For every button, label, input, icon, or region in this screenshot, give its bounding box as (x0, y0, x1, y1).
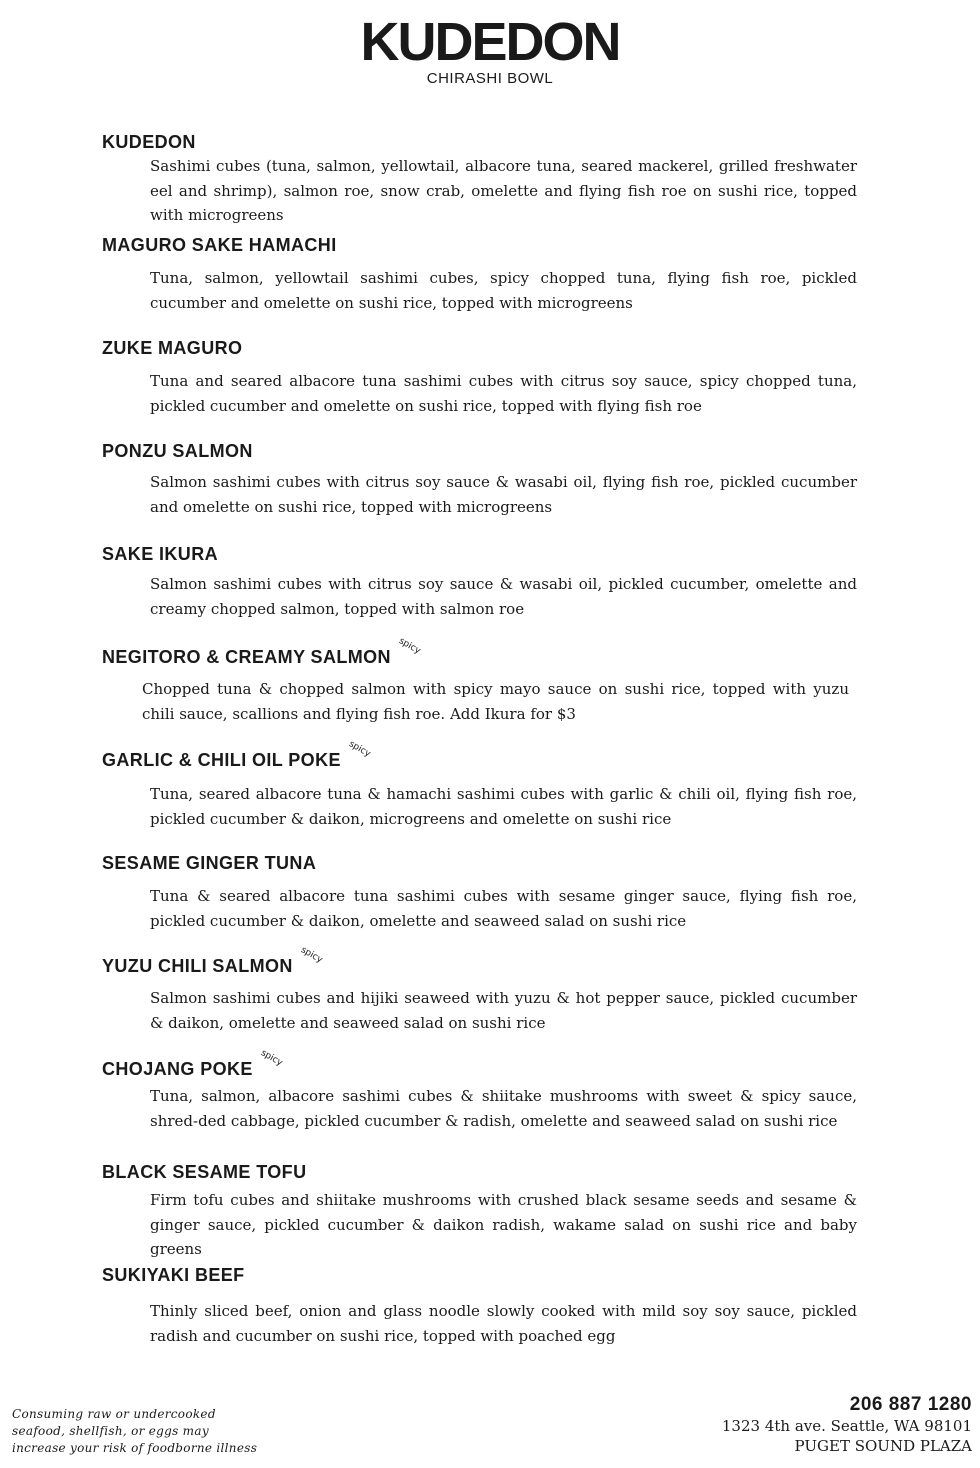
warning-line: seafood, shellfish, or eggs may (12, 1424, 209, 1438)
item-name: SUKIYAKI BEEF (102, 1265, 245, 1285)
item-name: ZUKE MAGURO (102, 338, 243, 358)
item-name: SAKE IKURA (102, 544, 219, 564)
item-description: Salmon sashimi cubes and hijiki seaweed with yuzu & hot pepper sauce, pickled cucumber & daikon, omelette and seaweed salad on sushi rice (150, 989, 857, 1032)
item-name (102, 1048, 284, 1080)
item-name: PONZU SALMON (102, 441, 253, 461)
item-name (102, 636, 422, 668)
menu-item (102, 636, 862, 726)
item-name-text: GARLIC & CHILI OIL POKE (102, 750, 341, 770)
spicy-label: spicy (346, 739, 372, 760)
warning-line: Consuming raw or undercooked (12, 1407, 216, 1421)
item-description: Tuna, salmon, yellowtail sashimi cubes, spicy chopped tuna, flying fish roe, pickled cucumber and omelette on sushi rice, topped with microgreens (150, 269, 857, 312)
contact-info (722, 1394, 972, 1456)
menu-item (102, 543, 862, 621)
menu-item (102, 1161, 862, 1262)
item-name: MAGURO SAKE HAMACHI (102, 235, 337, 255)
menu-header (0, 12, 980, 87)
item-name: KUDEDON (102, 132, 196, 152)
item-name (102, 739, 372, 771)
item-description: Salmon sashimi cubes with citrus soy sauce & wasabi oil, flying fish roe, pickled cucumber and omelette on sushi rice, topped with microgreens (150, 473, 857, 516)
brand-title: KUDEDON (360, 12, 620, 72)
menu-item (102, 739, 862, 831)
item-description: Tuna, seared albacore tuna & hamachi sashimi cubes with garlic & chili oil, flying fish roe, pickled cucumber & daikon, microgreens and omelette on sushi rice (150, 785, 857, 828)
item-name-text: YUZU CHILI SALMON (102, 956, 293, 976)
warning-line: increase your risk of foodborne illness (12, 1441, 258, 1455)
phone-number: 206 887 1280 (849, 1394, 972, 1415)
menu-item (102, 234, 862, 315)
item-name: BLACK SESAME TOFU (102, 1162, 307, 1182)
menu-item (102, 852, 862, 933)
menu-item (102, 440, 862, 519)
item-name-text: CHOJANG POKE (102, 1059, 253, 1079)
item-name (102, 945, 324, 977)
menu-item (102, 1048, 862, 1133)
item-description: Sashimi cubes (tuna, salmon, yellowtail, albacore tuna, seared mackerel, grilled freshwater eel and shrimp), salmon roe, snow crab, omelette and flying fish roe on sushi rice, topped with microgreens (150, 157, 857, 224)
street-address: 1323 4th ave. Seattle, WA 98101 (721, 1417, 972, 1435)
location-name: PUGET SOUND PLAZA (794, 1437, 972, 1455)
menu-item (102, 945, 862, 1035)
spicy-label: spicy (396, 636, 422, 657)
item-name: SESAME GINGER TUNA (102, 853, 317, 873)
spicy-label: spicy (258, 1048, 284, 1069)
menu-item (102, 131, 862, 228)
item-description: Chopped tuna & chopped salmon with spicy mayo sauce on sushi rice, topped with yuzu chili sauce, scallions and flying fish roe. Add Ikura for $3 (142, 680, 849, 723)
item-description: Firm tofu cubes and shiitake mushrooms with crushed black sesame seeds and sesame & ginger sauce, pickled cucumber & daikon radish, wakame salad on sushi rice and baby greens (150, 1191, 857, 1258)
item-name-text: NEGITORO & CREAMY SALMON (102, 647, 391, 667)
item-description: Tuna and seared albacore tuna sashimi cubes with citrus soy sauce, spicy chopped tuna, pickled cucumber and omelette on sushi rice, topped with flying fish roe (150, 372, 857, 415)
item-description: Salmon sashimi cubes with citrus soy sauce & wasabi oil, pickled cucumber, omelette and creamy chopped salmon, topped with salmon roe (150, 575, 857, 618)
item-description: Tuna & seared albacore tuna sashimi cubes with sesame ginger sauce, flying fish roe, pickled cucumber & daikon, omelette and seaweed salad on sushi rice (150, 887, 857, 930)
brand-subtitle: CHIRASHI BOWL (426, 70, 554, 87)
item-description: Thinly sliced beef, onion and glass noodle slowly cooked with mild soy soy sauce, pickled radish and cucumber on sushi rice, topped with poached egg (150, 1302, 857, 1345)
food-safety-warning (12, 1406, 257, 1457)
menu-item (102, 1264, 862, 1348)
item-description: Tuna, salmon, albacore sashimi cubes & shiitake mushrooms with sweet & spicy sauce, shred-ded cabbage, pickled cucumber & radish, omelette and seaweed salad on sushi rice (150, 1087, 857, 1130)
spicy-label: spicy (298, 945, 324, 966)
menu-item (102, 337, 862, 418)
